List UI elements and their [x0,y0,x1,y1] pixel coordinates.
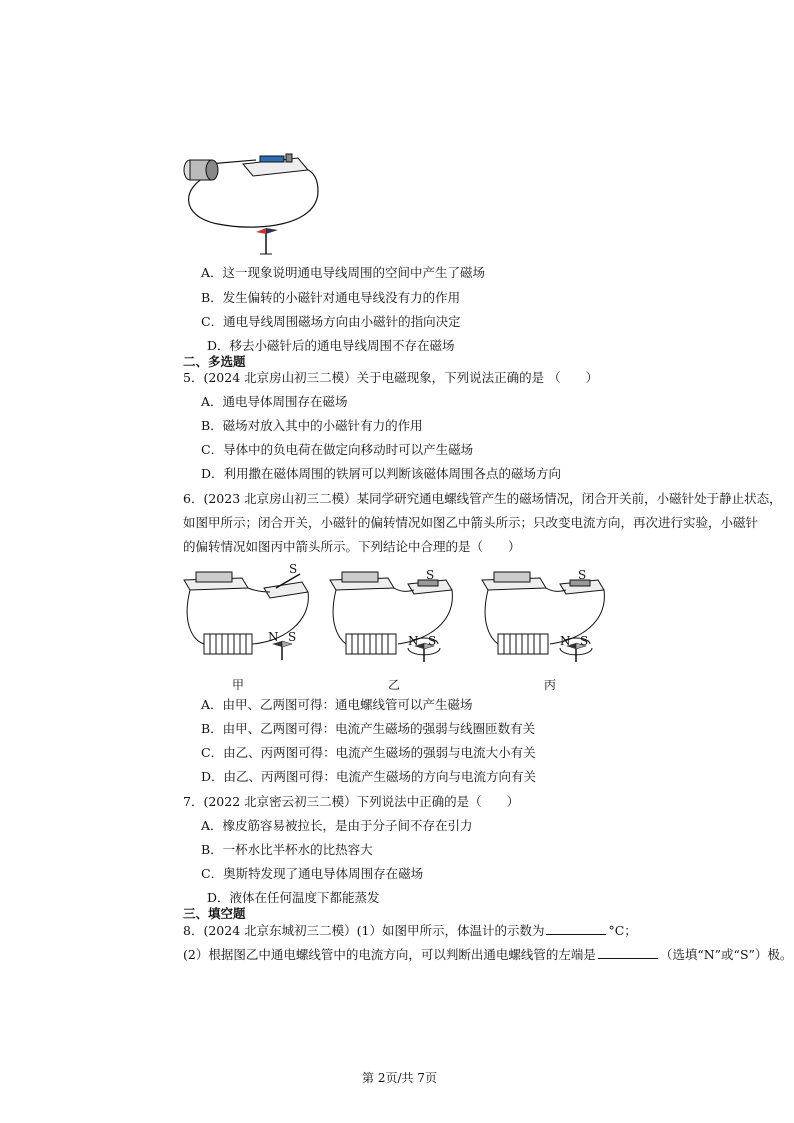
q5-option-a: A．通电导体周围存在磁场 [201,394,348,409]
q7-option-c: C．奥斯特发现了通电导体周围存在磁场 [201,866,424,881]
q5-option-d: D．利用撒在磁体周围的铁屑可以判断该磁体周围各点的磁场方向 [201,466,562,481]
q4-option-a: A．这一现象说明通电导线周围的空间中产生了磁场 [201,265,486,280]
q7-option-b: B．一杯水比半杯水的比热容大 [201,842,373,857]
q8-line-1-unit: °C； [608,923,637,938]
q6-stem-line-1: 6．(2023 北京房山初三二模）某同学研究通电螺线管产生的磁场情况，闭合开关前，小磁针处于静止状态， [183,491,782,506]
circuit-wire-compass-figure [178,146,328,258]
page-footer: 第 2页/共 7页 [362,1071,437,1085]
solenoid-circuit-figure-yi [328,566,458,666]
q4-option-d: D．移去小磁针后的通电导线周围不存在磁场 [207,338,455,353]
section-heading-multiple-choice: 二、多选题 [183,354,246,369]
q6-option-a: A．由甲、乙两图可得：通电螺线管可以产生磁场 [201,697,473,712]
q8-blank-2[interactable] [598,946,658,959]
q6-option-c: C．由乙、丙两图可得：电流产生磁场的强弱与电流大小有关 [201,745,536,760]
q8-line-1 [183,922,637,939]
q8-line-2-suffix: （选填“N”或“S”）极。 [659,947,793,962]
compass-needle-icon [256,228,278,254]
q6-stem-line-2: 如图甲所示；闭合开关，小磁针的偏转情况如图乙中箭头所示；只改变电流方向，再次进行实验，小磁针 [183,515,759,530]
solenoid-circuit-figure-jia [182,562,312,667]
q5-stem: 5．(2024 北京房山初三二模）关于电磁现象，下列说法正确的是 （ ） [183,370,599,385]
battery-icon [184,160,218,180]
needle-n-label-yi: N [408,634,419,648]
q5-option-c: C．导体中的负电荷在做定向移动时可以产生磁场 [201,442,474,457]
needle-s-label-jia: S [288,630,297,644]
solenoid-circuit-figure-bing [480,566,610,666]
q7-option-a: A．橡皮筋容易被拉长，是由于分子间不存在引力 [201,818,473,833]
figure-label-yi: 乙 [388,678,401,692]
q6-option-d: D．由乙、丙两图可得：电流产生磁场的方向与电流方向有关 [201,769,537,784]
section-heading-fill-in: 三、填空题 [183,906,246,921]
q7-option-d: D．液体在任何温度下都能蒸发 [207,890,380,905]
figure-label-jia: 甲 [232,678,245,692]
switch-label-bing: S [578,568,587,582]
q6-stem-line-3: 的偏转情况如图丙中箭头所示。下列结论中合理的是（ ） [183,539,521,554]
q5-option-b: B．磁场对放入其中的小磁针有力的作用 [201,418,423,433]
q7-stem: 7．(2022 北京密云初三二模）下列说法中正确的是（ ） [183,794,520,809]
needle-s-label-yi: S [428,634,437,648]
q8-line-2 [183,946,792,963]
switch-icon [243,154,308,176]
needle-n-label-jia: N [268,630,279,644]
q8-blank-1[interactable] [546,922,606,935]
needle-n-label-bing: N [560,634,571,648]
switch-label-jia: S [289,562,298,576]
figure-label-bing: 丙 [544,678,557,692]
q4-option-b: B．发生偏转的小磁针对通电导线没有力的作用 [201,290,461,305]
q8-line-1-text: 8．(2024 北京东城初三二模）(1）如图甲所示，体温计的示数为 [183,923,545,938]
q4-option-c: C．通电导线周围磁场方向由小磁针的指向决定 [201,314,461,329]
q8-line-2-text: (2）根据图乙中通电螺线管中的电流方向，可以判断出通电螺线管的左端是 [183,947,596,962]
q6-option-b: B．由甲、乙两图可得：电流产生磁场的强弱与线圈匝数有关 [201,721,536,736]
needle-s-label-bing: S [580,634,589,648]
switch-label-yi: S [426,568,435,582]
